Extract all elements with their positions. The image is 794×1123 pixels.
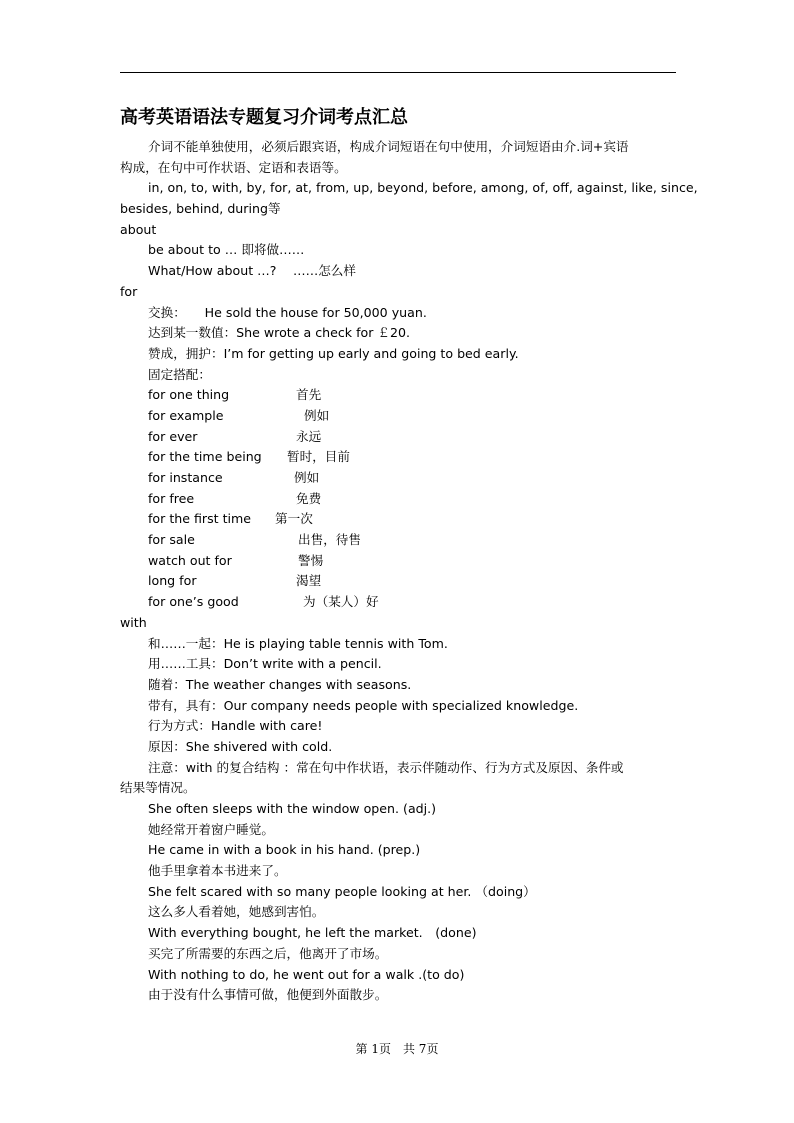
example-zh: 买完了所需要的东西之后，他离开了市场。 [148,945,388,961]
phrase-zh: 警惕 [298,552,324,568]
example-en: She often sleeps with the window open. (adj.) [148,801,437,816]
phrase-row [120,427,680,448]
paragraph-line: 赞成，拥护：I’m for getting up early and going to bed early. [148,345,519,361]
paragraph-line: 原因：She shivered with cold. [148,738,333,754]
phrase-zh: 例如 [304,407,330,423]
phrase-en: for sale [148,532,195,548]
paragraph-line: 固定搭配： [148,366,211,382]
paragraph-line: besides, behind, during等 [120,201,281,217]
phrase-row [120,447,680,468]
phrase-en: for the time being [148,449,262,465]
paragraph-line: in, on, to, with, by, for, at, from, up, beyond, before, among, of, off, against, like, since, [148,180,698,196]
phrase-row [120,571,680,592]
phrase-en: long for [148,573,197,589]
phrase-en: for free [148,490,195,506]
paragraph-line: 介词不能单独使用，必须后跟宾语，构成介词短语在句中使用，介词短语由介.词+宾语 [148,139,629,154]
paragraph-line: What/How about …? ……怎么样 [148,263,356,279]
paragraph-line: 用……工具：Don’t write with a pencil. [148,656,382,672]
phrase-en: for example [148,407,224,423]
paragraph-line: 交换： He sold the house for 50,000 yuan. [148,304,427,320]
phrase-row [120,406,680,427]
document-body [120,137,698,1006]
paragraph-line: 和……一起：He is playing table tennis with Tom. [148,635,448,651]
phrase-row [120,468,680,489]
phrase-zh: 暂时，目前 [287,449,350,465]
phrase-row [120,385,680,406]
phrase-zh: 免费 [296,490,322,506]
phrase-zh: 首先 [296,387,322,403]
paragraph-line: 达到某一数值：She wrote a check for ￡20. [148,325,411,341]
phrase-en: for instance [148,470,223,485]
phrase-row [120,509,680,530]
paragraph-line: 行为方式：Handle with care! [148,718,323,734]
phrase-zh: 第一次 [275,511,313,527]
paragraph-line: 注意：with 的复合结构 ：常在句中作状语，表示伴随动作、行为方式及原因、条件或 [148,759,624,775]
phrase-en: for one’s good [148,594,239,610]
phrase-zh: 例如 [294,470,320,485]
page-title: 高考英语语法专题复习介词考点汇总 [120,107,408,128]
paragraph-line: 构成，在句中可作状语、定语和表语等。 [120,159,347,175]
phrase-row [120,530,680,551]
paragraph-line: 随着：The weather changes with seasons. [148,676,412,692]
phrase-zh: 出售，待售 [298,532,361,548]
example-en: With nothing to do, he went out for a walk .(to do) [148,966,465,982]
phrase-en: for one thing [148,387,230,403]
example-en: He came in with a book in his hand. (prep.) [148,842,421,858]
page-footer: 第 1页 共 7页 [355,1042,439,1056]
phrase-zh: 为（某人）好 [303,594,379,610]
section-heading-for: for [120,283,138,299]
section-heading-about: about [120,221,157,237]
phrase-zh: 渴望 [296,573,322,589]
phrase-en: watch out for [148,552,232,568]
example-zh: 他手里拿着本书进来了。 [148,863,287,879]
section-heading-with: with [120,614,147,630]
phrase-row [120,592,680,613]
phrase-zh: 永远 [296,428,322,444]
example-zh: 她经常开着窗户睡觉。 [148,821,274,837]
example-en: She felt scared with so many people looking at her. （doing） [148,883,536,899]
paragraph-line: be about to … 即将做…… [148,242,305,258]
paragraph-line: 结果等情况。 [120,780,196,796]
paragraph-line: 带有，具有：Our company needs people with specialized knowledge. [148,697,579,713]
header-rule [120,72,676,73]
example-zh: 由于没有什么事情可做，他便到外面散步。 [148,987,388,1003]
phrase-en: for ever [148,428,198,444]
phrase-row [120,489,680,510]
phrase-en: for the first time [148,511,252,527]
example-en: With everything bought, he left the market. (done) [148,925,477,941]
phrase-row [120,551,680,572]
example-zh: 这么多人看着她，她感到害怕。 [148,904,325,920]
